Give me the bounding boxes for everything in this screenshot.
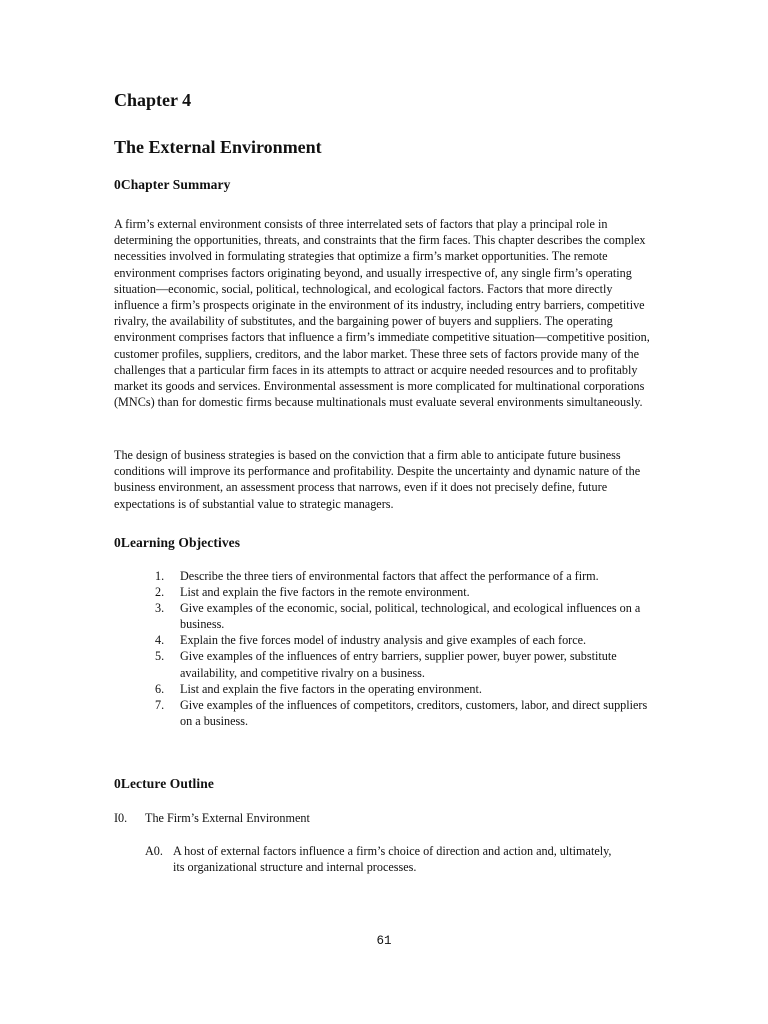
objective-text: List and explain the five factors in the remote environment. xyxy=(180,585,470,600)
summary-heading: 0Chapter Summary xyxy=(114,177,231,192)
objective-item xyxy=(155,568,650,584)
objective-item xyxy=(155,632,650,648)
objectives-list xyxy=(155,568,650,729)
page-number: 61 xyxy=(376,934,392,948)
outline-heading: 0Lecture Outline xyxy=(114,776,214,791)
objective-number: 3. xyxy=(155,601,165,616)
objective-item xyxy=(155,584,650,600)
objective-number: 7. xyxy=(155,697,165,712)
objective-number: 4. xyxy=(155,633,165,648)
objective-text: Give examples of the influences of entry barriers, supplier power, buyer power, substitute availability, and competitive rivalry on a business. xyxy=(180,649,617,680)
objective-text: List and explain the five factors in the operating environment. xyxy=(180,681,482,696)
outline-level1-text: The Firm’s External Environment xyxy=(145,811,310,825)
objective-number: 5. xyxy=(155,649,165,664)
summary-paragraph-1: A firm’s external environment consists of three interrelated sets of factors that play a principal role in determining the opportunities, threats, and constraints that the firm faces. This chapter describes the complex necessities involved in formulating strategies that optimize a firm’s market opportunities. The remote environment comprises factors originating beyond, and usually irrespective of, any single firm’s operating situation—economic, social, political, technological, and ecological factors. Factors that more directly influence a firm’s prospects originate in the environment of its industry, including entry barriers, competitive rivalry, the availability of substitutes, and the bargaining power of buyers and suppliers. The operating environment comprises factors that influence a firm’s immediate competitive situation—competitive position, customer profiles, suppliers, creditors, and the labor market. These three sets of factors provide many of the challenges that a particular firm faces in its attempts to attract or acquire needed resources and to profitably market its goods and services. Environmental assessment is more complicated for multinational corporations (MNCs) than for domestic firms because multinationals must evaluate several environments simultaneously. xyxy=(114,217,650,410)
objective-item xyxy=(155,681,650,697)
objectives-heading: 0Learning Objectives xyxy=(114,535,241,550)
objective-item xyxy=(155,600,650,632)
objective-number: 2. xyxy=(155,585,165,600)
objective-text: Give examples of the influences of competitors, creditors, customers, labor, and direct suppliers on a business. xyxy=(180,697,648,728)
objective-text: Explain the five forces model of industry analysis and give examples of each force. xyxy=(180,633,587,648)
objective-text: Describe the three tiers of environmental factors that affect the performance of a firm. xyxy=(180,569,599,583)
outline-level2-marker: A0. xyxy=(145,844,163,858)
outline-level2-text: A host of external factors influence a firm’s choice of direction and action and, ultimately, its organizational structure and internal processes. xyxy=(173,844,612,875)
summary-paragraph-2: The design of business strategies is based on the conviction that a firm able to anticipate future business conditions will improve its performance and profitability. Despite the uncertainty and dynamic nature of the business environment, an assessment process that narrows, even if it does not precisely define, future expectations is of substantial value to strategic managers. xyxy=(114,448,641,511)
chapter-title: The External Environment xyxy=(114,137,322,157)
outline-level1-item xyxy=(114,810,659,826)
objective-item xyxy=(155,697,650,729)
objective-text: Give examples of the economic, social, political, technological, and ecological influences on a business. xyxy=(180,601,641,632)
objective-number: 1. xyxy=(155,569,165,583)
outline-level2-item xyxy=(145,843,620,875)
chapter-number: Chapter 4 xyxy=(114,90,192,110)
objective-number: 6. xyxy=(155,681,165,696)
outline-level1-marker: I0. xyxy=(114,811,128,825)
objective-item xyxy=(155,648,650,680)
